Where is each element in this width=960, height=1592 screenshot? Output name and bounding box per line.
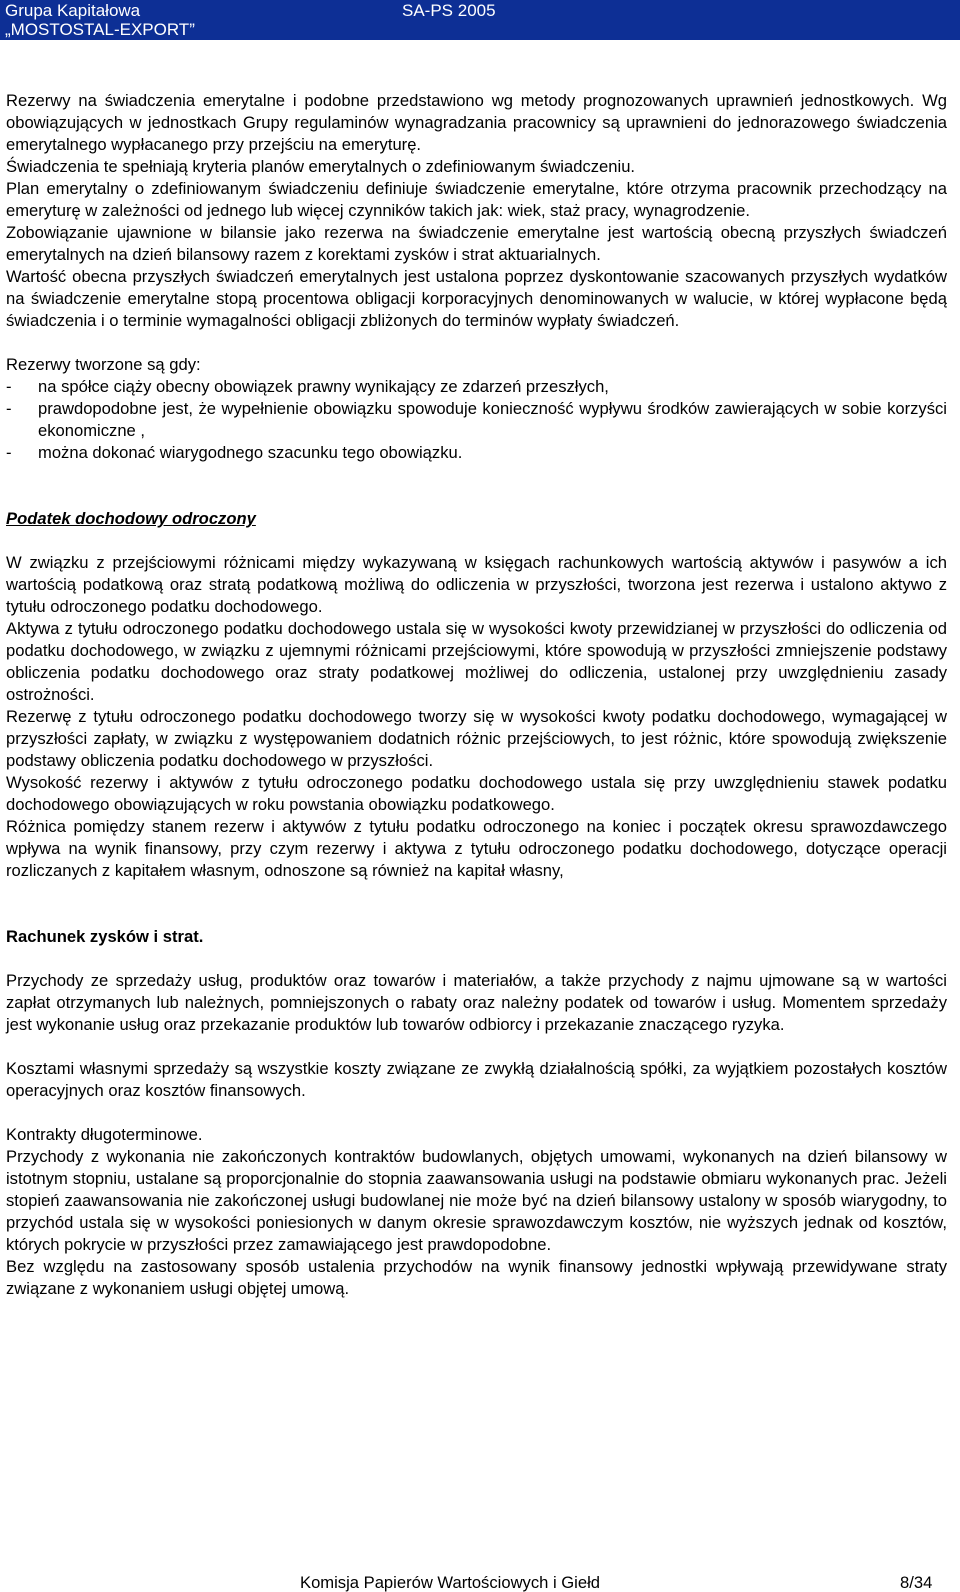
list-item-text: można dokonać wiarygodnego szacunku tego obowiązku. bbox=[38, 443, 463, 462]
paragraph: Plan emerytalny o zdefiniowanym świadczeniu definiuje świadczenie emerytalne, które otrzyma pracownik przechodzący na emeryturę w zależności od jednego lub więcej czynników takich jak: wiek, staż pracy, wynagrodzenie. bbox=[6, 179, 947, 220]
page-number: 8/34 bbox=[900, 1573, 933, 1592]
paragraph: Aktywa z tytułu odroczonego podatku dochodowego ustala się w wysokości kwoty przewidzianej w przyszłości do odliczenia od podatku dochodowego, w związku z ujemnymi różnicami przejściowymi, które spowodują w przyszłości zmniejszenie podstawy obliczenia podatku dochodowego oraz straty podatkowej możliwej do odliczenia, ustalonej przy uwzględnieniu zasady ostrożności. bbox=[6, 619, 947, 704]
paragraph: Kosztami własnymi sprzedaży są wszystkie koszty związane ze zwykłą działalnością spółki, za wyjątkiem pozostałych kosztów operacyjnych oraz kosztów finansowych. bbox=[6, 1059, 947, 1100]
footer-publisher: Komisja Papierów Wartościowych i Giełd bbox=[300, 1573, 601, 1592]
company-subname: „MOSTOSTAL-EXPORT” bbox=[5, 20, 195, 39]
list-dash: - bbox=[6, 377, 12, 396]
document-body bbox=[0, 90, 947, 1300]
page-header bbox=[0, 0, 960, 40]
paragraph: Zobowiązanie ujawnione w bilansie jako rezerwa na świadczenie emerytalne jest wartością obecną przyszłych świadczeń emerytalnych na dzień bilansowy razem z korektami zysków i strat aktuarialnych. bbox=[6, 223, 947, 264]
paragraph: Świadczenia te spełniają kryteria planów emerytalnych o zdefiniowanym świadczeniu. bbox=[6, 157, 636, 176]
paragraph: Przychody ze sprzedaży usług, produktów oraz towarów i materiałów, a także przychody z najmu ujmowane są w wartości zapłat otrzymanych lub należnych, pomniejszonych o rabaty oraz należny podatek od towarów i usług. Momentem sprzedaży jest wykonanie usług oraz przekazanie produktów lub towarów odbiorcy i przekazanie znaczącego ryzyka. bbox=[6, 971, 947, 1034]
list-dash: - bbox=[6, 443, 12, 462]
list-item-text: prawdopodobne jest, że wypełnienie obowiązku spowoduje konieczność wypływu środków zawierających w sobie korzyści ekonomiczne , bbox=[38, 399, 947, 440]
paragraph: Rezerwy tworzone są gdy: bbox=[6, 355, 201, 374]
paragraph: Bez względu na zastosowany sposób ustalenia przychodów na wynik finansowy jednostki wpływają przewidywane straty związane z wykonaniem usługi objętej umową. bbox=[6, 1257, 947, 1298]
company-name: Grupa Kapitałowa bbox=[5, 1, 141, 20]
section-heading: Rachunek zysków i strat. bbox=[6, 927, 204, 946]
paragraph: Wartość obecna przyszłych świadczeń emerytalnych jest ustalona poprzez dyskontowanie szacowanych przyszłych wydatków na świadczenie emerytalne stopą procentowa obligacji korporacyjnych denominowanych w walucie, w której wypłacone będą świadczenia i o terminie wymagalności obligacji zbliżonych do terminów wypłaty świadczeń. bbox=[6, 267, 947, 330]
list-item bbox=[6, 398, 947, 442]
paragraph: Rezerwę z tytułu odroczonego podatku dochodowego tworzy się w wysokości kwoty podatku dochodowego, wymagającej w przyszłości zapłaty, w związku z występowaniem dodatnich różnic przejściowych, to jest różnic, które spowodują zwiększenie podstawy obliczenia podatku dochodowego w przyszłości. bbox=[6, 707, 947, 770]
list-item bbox=[6, 376, 947, 398]
list-item-text: na spółce ciąży obecny obowiązek prawny wynikający ze zdarzeń przeszłych, bbox=[38, 377, 609, 396]
section-heading: Podatek dochodowy odroczony bbox=[6, 509, 256, 528]
paragraph: Przychody z wykonania nie zakończonych kontraktów budowlanych, objętych umowami, wykonanych na dzień bilansowy w istotnym stopniu, ustalane są proporcjonalnie do stopnia zaawansowania usługi na podstawie obmiaru wykonanych prac. Jeżeli stopień zaawansowania nie zakończonej usługi budowlanej nie może być na dzień bilansowy ustalony w sposób wiarygodny, to przychód ustala się w wysokości poniesionych w danym okresie sprawozdawczym kosztów, nie wyższych jednak od kosztów, których pokrycie w przyszłości przez zamawiającego jest prawdopodobne. bbox=[6, 1147, 947, 1254]
paragraph: Różnica pomiędzy stanem rezerw i aktywów z tytułu podatku odroczonego na koniec i początek okresu sprawozdawczego wpływa na wynik finansowy, przy czym rezerwy i aktywa z tytułu odroczonego podatku dochodowego, dotyczące operacji rozliczanych z kapitałem własnym, odnoszone są również na kapitał własny, bbox=[6, 817, 947, 880]
paragraph: W związku z przejściowymi różnicami między wykazywaną w księgach rachunkowych wartością aktywów i pasywów a ich wartością podatkową oraz stratą podatkową możliwą do odliczenia w przyszłości, tworzona jest rezerwa i ustalono aktywo z tytułu odroczonego podatku dochodowego. bbox=[6, 553, 947, 616]
report-code: SA-PS 2005 bbox=[402, 1, 496, 20]
paragraph: Wysokość rezerwy i aktywów z tytułu odroczonego podatku dochodowego ustala się przy uwzględnieniu stawek podatku dochodowego obowiązujących w roku powstania obowiązku podatkowego. bbox=[6, 773, 947, 814]
list-item bbox=[6, 442, 947, 464]
paragraph: Kontrakty długoterminowe. bbox=[6, 1125, 203, 1144]
list-dash: - bbox=[6, 399, 12, 418]
paragraph: Rezerwy na świadczenia emerytalne i podobne przedstawiono wg metody prognozowanych uprawnień jednostkowych. Wg obowiązujących w jednostkach Grupy regulaminów wynagradzania pracownicy są uprawnieni do jednorazowego świadczenia emerytalnego wypłacanego przy przejściu na emeryturę. bbox=[6, 91, 947, 154]
